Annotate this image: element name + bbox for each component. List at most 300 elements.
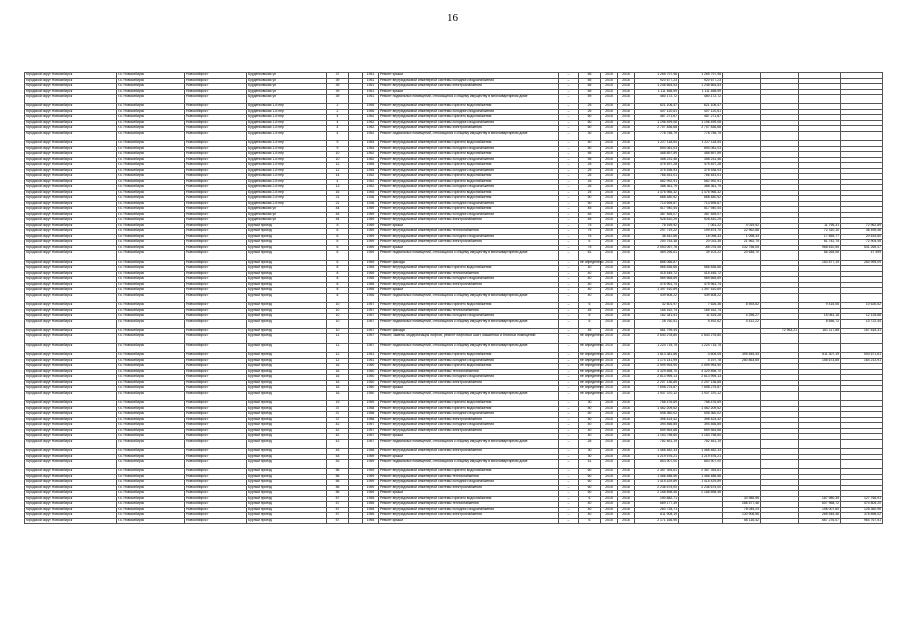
table-cell: Новосибирск г — [185, 131, 247, 140]
table-cell: 167 980,39 — [799, 496, 841, 502]
table-cell — [799, 131, 841, 140]
table-cell: Ремонт внутридомовой инженерной системы горячего водоснабжения — [379, 115, 559, 121]
table-cell: г.о. Новосибирск — [117, 380, 185, 386]
table-cell: 66 116,42 — [723, 518, 761, 524]
table-cell: 928 810,29 — [635, 218, 679, 224]
table-cell: 40 — [579, 502, 601, 508]
table-cell: г.о. Новосибирск — [117, 207, 185, 213]
table-cell: 10 — [327, 319, 349, 328]
table-cell: 4 — [327, 126, 349, 132]
table-cell: Ремонт внутридомовой инженерной системы горячего водоснабжения — [379, 207, 559, 213]
table-cell: 1 153 758,60 — [679, 434, 723, 440]
table-cell: 1954 — [363, 146, 379, 152]
table-cell: 659 564,68 — [635, 428, 679, 434]
table-cell: 2016 — [618, 454, 635, 460]
table-cell: Ремонт внутридомовой инженерной системы горячего водоснабжения — [379, 266, 559, 272]
table-cell: 778 756,79 — [679, 131, 723, 140]
table-cell: г.о. Новосибирск — [117, 126, 185, 132]
table-cell: 2016 — [618, 369, 635, 375]
table-cell: городской округ Новосибирск — [25, 240, 117, 246]
table-cell: 2016 — [618, 218, 635, 224]
table-cell: 40 — [579, 434, 601, 440]
table-cell: 2015 — [601, 386, 618, 392]
table-cell: городской округ Новосибирск — [25, 266, 117, 272]
table-cell: 60 — [579, 480, 601, 486]
table-cell: городской округ Новосибирск — [25, 212, 117, 218]
table-row — [25, 319, 883, 328]
table-cell: 7 698 275,87 — [635, 386, 679, 392]
table-cell: Бурный проезд — [247, 434, 327, 440]
table-cell: 130 906,56 — [723, 513, 761, 519]
table-cell — [761, 251, 799, 260]
table-cell: г.о. Новосибирск — [117, 152, 185, 158]
table-cell: Бурденковская 1-й пер — [247, 157, 327, 163]
table-cell: 1959 — [363, 474, 379, 480]
table-cell: Ремонт крыши — [379, 245, 559, 251]
table-cell: 2016 — [618, 115, 635, 121]
table-cell: 1959 — [363, 485, 379, 491]
table-cell: г.о. Новосибирск — [117, 314, 185, 320]
table-cell: 25 — [579, 104, 601, 110]
table-cell: 2015 — [601, 480, 618, 486]
table-cell: Ремонт внутридомовой инженерной системы горячего водоснабжения — [379, 152, 559, 158]
table-cell: 2016 — [618, 428, 635, 434]
table-cell: Ремонт подвальных помещений, относящихся к общему имуществу в многоквартирном доме — [379, 319, 559, 328]
table-cell: – — [559, 518, 579, 524]
table-cell: 56 — [327, 474, 349, 480]
table-cell: 125 360,96 — [841, 507, 883, 513]
table-cell: 162 341,51 — [635, 314, 679, 320]
table-cell: 28 — [579, 439, 601, 448]
table-cell: 2016 — [618, 196, 635, 202]
table-cell: – — [559, 229, 579, 235]
table-cell: городской округ Новосибирск — [25, 260, 117, 266]
table-cell: 1952 — [363, 152, 379, 158]
table-cell: Бурный проезд — [247, 491, 327, 497]
table-cell: – — [559, 314, 579, 320]
table-cell: 2 — [327, 104, 349, 110]
table-cell: 1 937 370,12 — [679, 391, 723, 400]
table-cell: Ремонт внутридомовой инженерной системы электроснабжения — [379, 240, 559, 246]
table-cell: Новосибирск г — [185, 109, 247, 115]
table-cell: городской округ Новосибирск — [25, 375, 117, 381]
table-cell — [799, 439, 841, 448]
table-cell: – — [559, 84, 579, 90]
table-cell: 561 799,44 — [635, 328, 679, 334]
table-row — [25, 334, 883, 343]
table-cell: 30 — [579, 131, 601, 140]
table-cell: 566 836,66 — [679, 266, 723, 272]
table-cell: 2015 — [601, 234, 618, 240]
table-cell: 6 — [579, 518, 601, 524]
table-cell: Новосибирск г — [185, 185, 247, 191]
table-cell: 2016 — [618, 126, 635, 132]
table-cell: 2 613 995,13 — [635, 375, 679, 381]
table-cell: г.о. Новосибирск — [117, 518, 185, 524]
table-cell — [349, 131, 363, 140]
table-cell — [723, 334, 761, 343]
table-cell: 2016 — [618, 271, 635, 277]
table-cell: Новосибирск г — [185, 454, 247, 460]
table-cell — [349, 334, 363, 343]
table-cell: 34 985,96 — [723, 496, 761, 502]
table-cell: Бурденковская ул — [247, 218, 327, 224]
table-cell: 508 360,02 — [635, 412, 679, 418]
table-cell: Ремонт внутридомовой инженерной системы горячего водоснабжения — [379, 353, 559, 359]
table-cell: городской округ Новосибирск — [25, 84, 117, 90]
table-cell: г.о. Новосибирск — [117, 212, 185, 218]
table-cell: – — [559, 417, 579, 423]
table-cell: – — [559, 491, 579, 497]
table-cell: городской округ Новосибирск — [25, 491, 117, 497]
table-cell: Бурденковская 1-й пер — [247, 141, 327, 147]
table-cell: Бурденковская 1-й пер — [247, 131, 327, 140]
table-cell: Бурный проезд — [247, 266, 327, 272]
table-cell: 2016 — [618, 78, 635, 84]
table-cell: Бурный проезд — [247, 496, 327, 502]
table-cell: 2016 — [618, 518, 635, 524]
table-cell: 25 — [579, 190, 601, 196]
table-cell: – — [559, 89, 579, 95]
table-cell: 394 466,85 — [635, 423, 679, 429]
table-cell — [349, 251, 363, 260]
table-cell: 782 461,19 — [679, 439, 723, 448]
table-cell: г.о. Новосибирск — [117, 480, 185, 486]
table-cell: г.о. Новосибирск — [117, 386, 185, 392]
table-cell: городской округ Новосибирск — [25, 229, 117, 235]
table-cell — [799, 95, 841, 104]
table-cell: – — [559, 196, 579, 202]
table-cell: г.о. Новосибирск — [117, 303, 185, 309]
table-cell: Бурный проезд — [247, 343, 327, 352]
table-cell: 2015 — [601, 507, 618, 513]
table-cell: – — [559, 303, 579, 309]
table-cell: 2 207 136,85 — [635, 380, 679, 386]
table-cell: 1958 — [363, 417, 379, 423]
table-cell: г.о. Новосибирск — [117, 245, 185, 251]
table-cell: 668 480,52 — [679, 196, 723, 202]
table-cell: г.о. Новосибирск — [117, 434, 185, 440]
table-cell: Ремонт внутридомовой инженерной системы горячего водоснабжения — [379, 406, 559, 412]
table-cell: 4 329 898,70 — [679, 369, 723, 375]
table-cell: городской округ Новосибирск — [25, 293, 117, 302]
table-cell: 2015 — [601, 109, 618, 115]
table-cell: 45 — [579, 328, 601, 334]
table-cell: Новосибирск г — [185, 502, 247, 508]
table-cell: 2015 — [601, 282, 618, 288]
table-cell: Новосибирск г — [185, 518, 247, 524]
table-cell: 50 — [579, 141, 601, 147]
table-cell: 1 466 486,56 — [679, 474, 723, 480]
table-cell: 1 415 429,89 — [635, 480, 679, 486]
table-cell: Новосибирск г — [185, 417, 247, 423]
table-cell: Ремонт внутридомовой инженерной системы холодного водоснабжения — [379, 480, 559, 486]
table-cell: Бурный проезд — [247, 271, 327, 277]
table-cell: Новосибирск г — [185, 84, 247, 90]
table-cell: 161 117,88 — [799, 328, 841, 334]
table-cell: Ремонт внутридомовой инженерной системы электроснабжения — [379, 282, 559, 288]
table-cell: 1950 — [363, 380, 379, 386]
table-cell: 1957 — [363, 314, 379, 320]
table-cell: 2016 — [618, 491, 635, 497]
table-cell: 2015 — [601, 131, 618, 140]
table-cell: Бурденковская 1-й пер — [247, 104, 327, 110]
table-cell: 55 — [579, 152, 601, 158]
table-cell: г.о. Новосибирск — [117, 251, 185, 260]
table-cell: 1959 — [363, 454, 379, 460]
table-cell: 2016 — [618, 412, 635, 418]
table-cell: 1951 — [363, 73, 379, 79]
table-cell: 42 — [327, 428, 349, 434]
table-cell — [761, 343, 799, 352]
table-cell: 1957 — [363, 423, 379, 429]
table-cell: 2015 — [601, 277, 618, 283]
table-cell: 2016 — [618, 229, 635, 235]
table-cell: г.о. Новосибирск — [117, 131, 185, 140]
table-cell: 1 111 468,59 — [679, 89, 723, 95]
table-cell: Бурный проезд — [247, 364, 327, 370]
table-cell: Ремонт внутридомовой инженерной системы холодного водоснабжения — [379, 423, 559, 429]
table-cell: Новосибирск г — [185, 474, 247, 480]
table-cell: городской округ Новосибирск — [25, 485, 117, 491]
table-cell: Новосибирск г — [185, 120, 247, 126]
table-cell: 4 — [327, 120, 349, 126]
table-cell: г.о. Новосибирск — [117, 391, 185, 400]
table-cell — [841, 334, 883, 343]
table-cell: 2015 — [601, 229, 618, 235]
table-cell: 2015 — [601, 141, 618, 147]
table-cell: 40 — [579, 282, 601, 288]
table-cell: – — [559, 120, 579, 126]
table-cell: г.о. Новосибирск — [117, 375, 185, 381]
table-cell: – — [559, 163, 579, 169]
table-cell: – — [559, 251, 579, 260]
table-cell: 65 — [579, 78, 601, 84]
table-cell: 20 648,70 — [723, 251, 761, 260]
table-cell: Ремонт внутридомовой инженерной системы теплоснабжения — [379, 271, 559, 277]
table-cell: Ремонт внутридомовой инженерной системы электроснабжения — [379, 485, 559, 491]
table-cell: Новосибирск г — [185, 260, 247, 266]
table-cell — [841, 460, 883, 469]
table-cell: городской округ Новосибирск — [25, 334, 117, 343]
table-cell: Ремонт крыши — [379, 288, 559, 294]
table-cell: 50 — [579, 196, 601, 202]
table-cell: Новосибирск г — [185, 293, 247, 302]
table-cell: 65 — [579, 89, 601, 95]
table-cell: 358 231,46 — [635, 157, 679, 163]
table-cell: 2 640 278,80 — [679, 334, 723, 343]
table-cell: не определено — [580, 379, 604, 384]
table-cell: – — [559, 308, 579, 314]
table-cell: г.о. Новосибирск — [117, 234, 185, 240]
table-cell: Бурный проезд — [247, 353, 327, 359]
table-cell: Бурный проезд — [247, 480, 327, 486]
table-cell: г.о. Новосибирск — [117, 240, 185, 246]
table-cell: г.о. Новосибирск — [117, 120, 185, 126]
table-cell — [723, 460, 761, 469]
table-cell: – — [559, 293, 579, 302]
table-cell: 72 962,89 — [841, 223, 883, 229]
table-cell: городской округ Новосибирск — [25, 369, 117, 375]
table-cell: 1955 — [363, 496, 379, 502]
table-cell: 164 213,91 — [841, 358, 883, 364]
table-cell: городской округ Новосибирск — [25, 141, 117, 147]
table-cell: 1 466 482,33 — [679, 449, 723, 455]
table-cell: г.о. Новосибирск — [117, 190, 185, 196]
table-cell: 2015 — [601, 314, 618, 320]
table-cell: Новосибирск г — [185, 141, 247, 147]
table-cell: 4 412,22 — [723, 319, 761, 328]
table-cell: г.о. Новосибирск — [117, 109, 185, 115]
table-cell: Новосибирск г — [185, 507, 247, 513]
table-cell: городской округ Новосибирск — [25, 190, 117, 196]
table-cell: 394 466,85 — [679, 423, 723, 429]
table-cell: 2015 — [601, 428, 618, 434]
table-cell — [841, 95, 883, 104]
table-cell: 1951 — [363, 78, 379, 84]
table-cell: 1 415 429,89 — [679, 480, 723, 486]
table-cell: городской округ Новосибирск — [25, 201, 117, 207]
table-cell: Новосибирск г — [185, 196, 247, 202]
table-cell: 2 613 995,13 — [679, 375, 723, 381]
table-cell: 1 224 715,75 — [635, 343, 679, 352]
table-cell: – — [559, 391, 579, 400]
table-cell: – — [559, 328, 579, 334]
table-cell: Ремонт внутридомовой инженерной системы горячего водоснабжения — [379, 401, 559, 407]
table-cell: Новосибирск г — [185, 251, 247, 260]
table-cell: 2015 — [601, 174, 618, 180]
table-cell: не определено — [579, 391, 601, 400]
table-cell: 517 940,44 — [635, 207, 679, 213]
table-cell: Ремонт внутридомовой инженерной системы горячего водоснабжения — [379, 196, 559, 202]
table-cell: Ремонт внутридомовой инженерной системы электроснабжения — [379, 513, 559, 519]
table-cell: 30 — [579, 401, 601, 407]
table-cell: 42 — [327, 439, 349, 448]
table-cell: 2015 — [601, 73, 618, 79]
table-cell: 2016 — [618, 223, 635, 229]
table-cell: 2015 — [601, 201, 618, 207]
table-cell: 6 — [327, 260, 349, 266]
table-cell: 387 465,07 — [679, 212, 723, 218]
table-cell: 2016 — [618, 358, 635, 364]
table-cell: 65 — [579, 73, 601, 79]
table-cell: 11 — [327, 334, 349, 343]
table-cell: 2 357 394,61 — [679, 469, 723, 475]
table-cell: Бурденковская 2-й пер — [247, 185, 327, 191]
table-cell: 1 265 797,98 — [679, 73, 723, 79]
table-cell: 2016 — [618, 104, 635, 110]
table-cell: Ремонт внутридомовой инженерной системы электроснабжения — [379, 417, 559, 423]
table-cell: 1952 — [363, 174, 379, 180]
table-cell: – — [559, 288, 579, 294]
table-cell: 25 — [579, 179, 601, 185]
table-cell: Ремонт внутридомовой инженерной системы холодного водоснабжения — [379, 412, 559, 418]
table-cell: 1 227 118,54 — [635, 141, 679, 147]
table-cell: 10 — [327, 328, 349, 334]
table-cell: городской округ Новосибирск — [25, 401, 117, 407]
table-cell: Ремонт внутридомовой инженерной системы холодного водоснабжения — [379, 358, 559, 364]
table-cell: Новосибирск г — [185, 412, 247, 418]
table-cell: Бурденковская 2-й пер — [247, 190, 327, 196]
table-cell: г.о. Новосибирск — [117, 104, 185, 110]
table-cell: 2016 — [618, 353, 635, 359]
table-cell: 2015 — [601, 439, 618, 448]
table-cell: 2015 — [601, 469, 618, 475]
table-cell: г.о. Новосибирск — [117, 417, 185, 423]
table-cell: г.о. Новосибирск — [117, 157, 185, 163]
table-cell: 2 640 278,80 — [635, 334, 679, 343]
table-cell: 2015 — [601, 251, 618, 260]
table-cell: Новосибирск г — [185, 401, 247, 407]
table-cell: г.о. Новосибирск — [117, 146, 185, 152]
table-cell: 1 227 118,54 — [679, 141, 723, 147]
table-cell: 232 756,05 — [723, 245, 761, 251]
table-body — [25, 73, 883, 524]
table-cell: – — [559, 115, 579, 121]
table-cell: городской округ Новосибирск — [25, 104, 117, 110]
table-cell: 1951 — [363, 353, 379, 359]
table-cell: 2015 — [601, 185, 618, 191]
table-cell: городской округ Новосибирск — [25, 380, 117, 386]
table-cell: 45 — [579, 207, 601, 213]
table-cell: 2015 — [601, 375, 618, 381]
table-cell: 1952 — [363, 120, 379, 126]
table-cell: 2015 — [601, 303, 618, 309]
table-cell: Бурденковская ул — [247, 95, 327, 104]
table-cell: 2016 — [618, 95, 635, 104]
table-cell: 11 615,28 — [679, 314, 723, 320]
table-cell: – — [559, 364, 579, 370]
table-cell: 40 — [579, 428, 601, 434]
table-cell: 37 — [327, 406, 349, 412]
table-cell: 1959 — [363, 229, 379, 235]
table-cell: 2016 — [618, 417, 635, 423]
table-cell: городской округ Новосибирск — [25, 78, 117, 84]
table-cell: Ремонт подвальных помещений, относящихся к общему имуществу в многоквартирном доме — [379, 95, 559, 104]
table-cell: 56 — [327, 485, 349, 491]
table-row — [25, 518, 883, 524]
table-cell: Ремонт внутридомовой инженерной системы горячего водоснабжения — [379, 496, 559, 502]
table-cell: городской округ Новосибирск — [25, 513, 117, 519]
table-cell: 50 — [579, 417, 601, 423]
table-cell: 55 — [579, 157, 601, 163]
table-cell: Новосибирск г — [185, 303, 247, 309]
table-cell: 5 — [327, 223, 349, 229]
table-cell: Ремонт крыши — [379, 491, 559, 497]
table-cell: Бурденковская ул — [247, 207, 327, 213]
table-cell: 407 120,61 — [635, 109, 679, 115]
table-cell: 388 361,79 — [635, 185, 679, 191]
table-cell: городской округ Новосибирск — [25, 115, 117, 121]
table-cell: 57 — [327, 507, 349, 513]
table-cell: 1959 — [363, 469, 379, 475]
table-cell: Новосибирск г — [185, 78, 247, 84]
table-cell: 2 168 898,46 — [679, 491, 723, 497]
table-cell — [349, 343, 363, 352]
table-cell: 1955 — [363, 277, 379, 283]
table-cell: – — [559, 179, 579, 185]
table-cell: г.о. Новосибирск — [117, 223, 185, 229]
table-cell: 1959 — [363, 212, 379, 218]
table-cell: г.о. Новосибирск — [117, 196, 185, 202]
table-cell: Бурденковская 1-й пер — [247, 120, 327, 126]
table-cell: Бурный проезд — [247, 391, 327, 400]
table-cell: Ремонт крыши — [379, 434, 559, 440]
table-cell: – — [559, 353, 579, 359]
table-cell: 2015 — [601, 245, 618, 251]
table-cell: 1955 — [363, 518, 379, 524]
table-cell: 582 992,91 — [635, 179, 679, 185]
